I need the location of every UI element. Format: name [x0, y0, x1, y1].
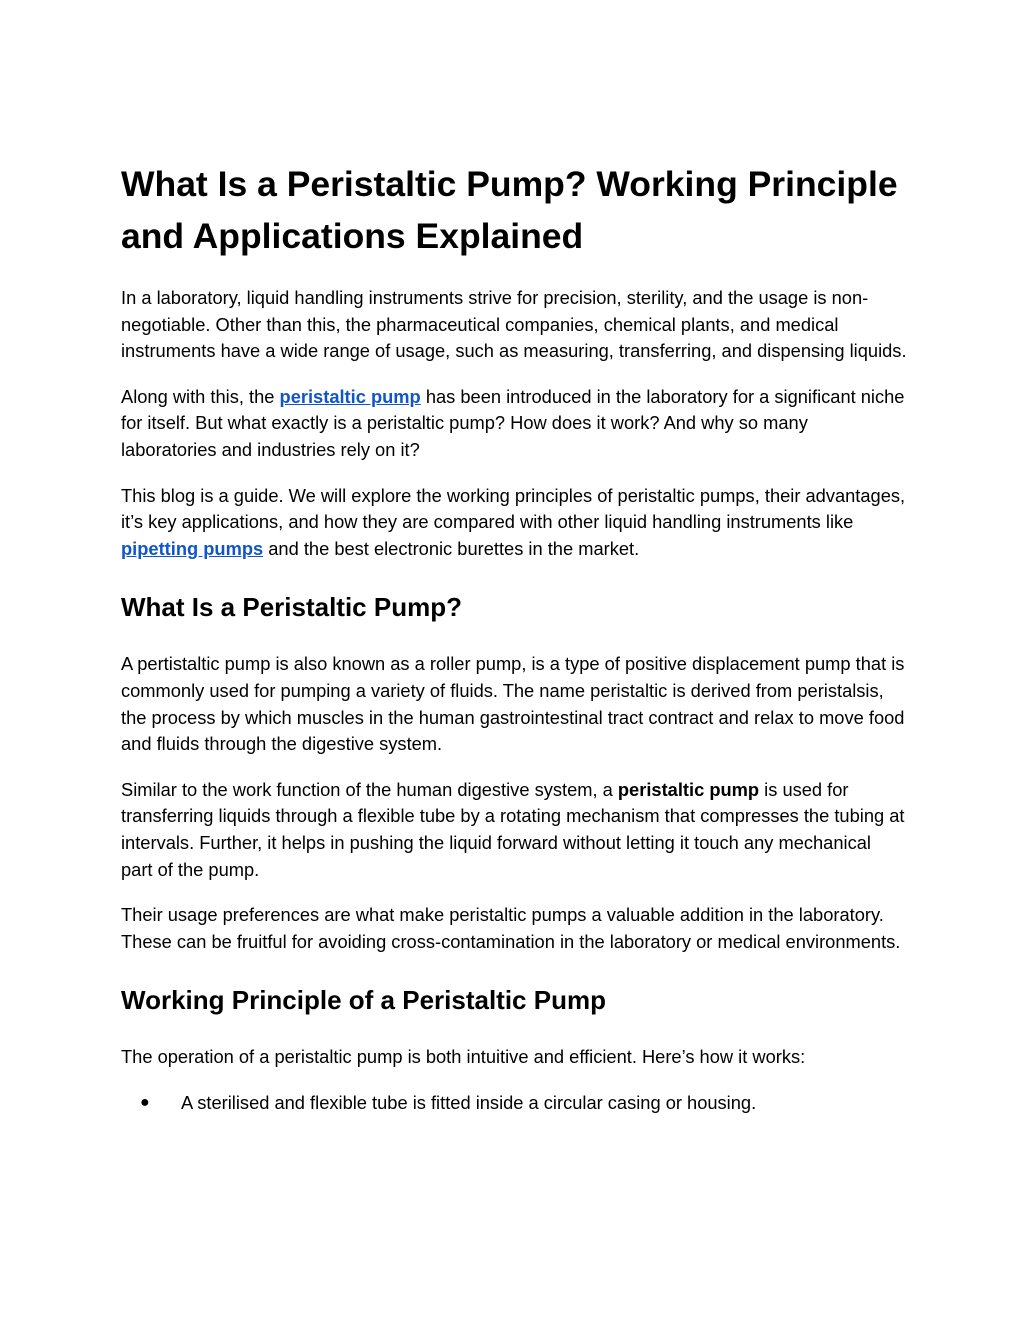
pipetting-pumps-link[interactable]: pipetting pumps [121, 537, 264, 559]
intro-paragraph-1: In a laboratory, liquid handling instruments strive for precision, sterility, and the usage is non-negotiable. Other than this, the pharmaceutical companies, chemical plants, and medical instruments have a wide range of usage, such as measuring, transferring, and dispensing liquids. [121, 287, 907, 362]
list-item [121, 1090, 907, 1117]
section1-paragraph-3: Their usage preferences are what make peristaltic pumps a valuable addition in the laboratory. These can be fruitful for avoiding cross-contamination in the laboratory or medical environments. [121, 904, 901, 952]
working-steps-list [121, 1090, 907, 1117]
intro-paragraph-3 [121, 483, 907, 563]
section1-paragraph-2 [121, 777, 907, 883]
list-item-text: A sterilised and flexible tube is fitted inside a circular casing or housing. [181, 1091, 757, 1113]
peristaltic-pump-link[interactable]: peristaltic pump [279, 385, 421, 407]
intro-paragraph-2 [121, 384, 907, 464]
document-page [121, 158, 907, 1116]
intro-paragraph-2-text-start: Along with this, the [121, 385, 280, 407]
peristaltic-pump-bold-term: peristaltic pump [617, 778, 760, 800]
intro-paragraph-3-text-end: and the best electronic burettes in the market. [263, 537, 640, 559]
intro-paragraph-2-text-end: has been introduced in the laboratory for a significant niche for itself. But what exactly is a peristaltic pump? How does it work? And why so many laboratories and industries rely on it? [121, 385, 905, 460]
section1-paragraph-2-text-start: Similar to the work function of the human digestive system, a [121, 778, 618, 800]
section-heading-what-is: What Is a Peristaltic Pump? [121, 592, 462, 623]
bullet-icon: ● [140, 1093, 150, 1111]
page-title: What Is a Peristaltic Pump? Working Principle and Applications Explained [121, 164, 898, 256]
section1-paragraph-2-text-end: is used for transferring liquids through a flexible tube by a rotating mechanism that compresses the tubing at intervals. Further, it helps in pushing the liquid forward without letting it touch any mechanical part of the pump. [121, 778, 905, 880]
section-heading-working-principle: Working Principle of a Peristaltic Pump [121, 985, 606, 1016]
intro-paragraph-3-text-start: This blog is a guide. We will explore the working principles of peristaltic pumps, their advantages, it’s key applications, and how they are compared with other liquid handling instruments like [121, 484, 906, 533]
section2-paragraph-1: The operation of a peristaltic pump is both intuitive and efficient. Here’s how it works: [121, 1046, 806, 1068]
section1-paragraph-1: A pertistaltic pump is also known as a roller pump, is a type of positive displacement pump that is commonly used for pumping a variety of fluids. The name peristaltic is derived from peristalsis, the process by which muscles in the human gastrointestinal tract contract and relax to move food and fluids through the digestive system. [121, 653, 905, 755]
